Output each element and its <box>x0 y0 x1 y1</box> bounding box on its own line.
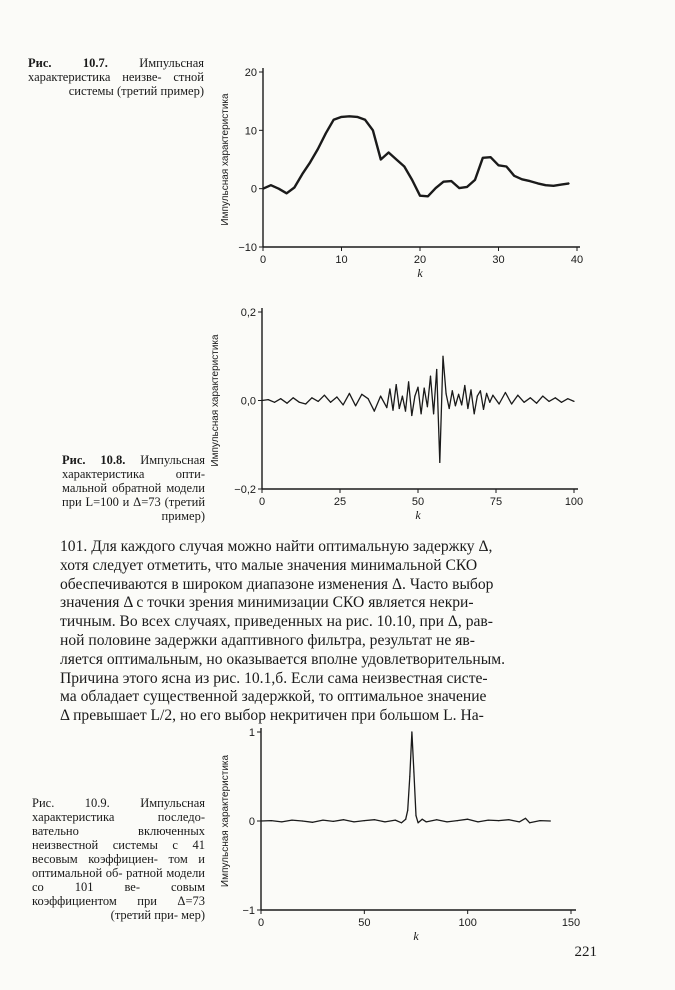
fig1-y-tick-label: 10 <box>244 125 257 138</box>
fig2-data-point <box>414 396 415 397</box>
caption-line: Импульсная <box>140 796 205 810</box>
fig1-data-point <box>490 157 491 158</box>
fig2-data-point <box>336 396 337 397</box>
fig1-data-point <box>459 188 460 189</box>
figure-10-9-caption <box>32 796 205 922</box>
fig1-data-point <box>396 159 397 160</box>
fig2-y-label: Импульсная характеристика <box>210 334 221 467</box>
fig2-data-point <box>361 394 362 395</box>
fig1-data-point <box>294 187 295 188</box>
fig3-data-point <box>322 820 323 821</box>
fig2-data-point <box>324 395 325 396</box>
fig3-data-point <box>508 819 509 820</box>
fig2-data-point <box>555 397 556 398</box>
fig1-data-point <box>357 116 358 117</box>
fig3-x-tick-label: 50 <box>358 917 371 929</box>
fig1-data-point <box>286 193 287 194</box>
fig3-series-line <box>261 732 550 823</box>
fig1-y-tick-label: 20 <box>244 67 257 79</box>
fig3-data-point <box>409 776 410 777</box>
fig1-y-tick-label: 0 <box>250 183 257 196</box>
fig1-data-point <box>341 116 342 117</box>
paragraph-line: Причина этого ясна из рис. 10.1,б. Если сама неизвестная систе- <box>60 669 488 687</box>
fig2-data-point <box>311 397 312 398</box>
fig1-data-point <box>404 166 405 167</box>
caption-line: ратной модели со 101 ве- <box>32 866 205 894</box>
fig2-data-point <box>436 369 437 370</box>
fig1-data-point <box>569 183 570 184</box>
fig1-data-point <box>349 116 350 117</box>
caption-line: пример) <box>160 84 204 98</box>
fig2-data-point <box>530 397 531 398</box>
fig2-data-point <box>458 394 459 395</box>
figure-10-9-caption-number: Рис. 10.9. <box>32 796 110 810</box>
fig3-data-point <box>302 820 303 821</box>
fig1-y-tick-label: −10 <box>238 242 257 254</box>
fig2-data-point <box>536 403 537 404</box>
fig2-data-point <box>274 402 275 403</box>
fig2-series-line <box>262 356 574 462</box>
fig2-data-point <box>349 393 350 394</box>
fig1-data-point <box>427 196 428 197</box>
fig2-data-point <box>299 402 300 403</box>
fig2-data-point <box>474 413 475 414</box>
paragraph-line: ма обладает существенной задержкой, то оптимальное значение <box>60 688 487 706</box>
paragraph-line: ляется оптимальным, но оказывается вполне удовлетворительным. <box>60 650 505 668</box>
fig2-data-point <box>449 408 450 409</box>
caption-line: стной системы (третий <box>68 70 204 98</box>
paragraph-line: ной половине задержки адаптивного фильтра, результат не яв- <box>60 631 475 649</box>
fig1-data-point <box>262 188 263 189</box>
fig1-x-tick-label: 0 <box>259 254 267 266</box>
fig3-data-point <box>498 820 499 821</box>
fig2-data-point <box>505 392 506 393</box>
fig3-data-point <box>550 820 551 821</box>
fig1-data-point <box>537 183 538 184</box>
fig1-data-point <box>310 162 311 163</box>
fig2-data-point <box>402 396 403 397</box>
fig3-data-point <box>488 820 489 821</box>
fig1-y-label: Импульсная характеристика <box>220 93 231 226</box>
fig2-data-point <box>461 404 462 405</box>
fig1-x-tick-label: 40 <box>570 254 584 266</box>
fig3-y-tick-label: −1 <box>242 905 255 917</box>
fig2-data-point <box>380 396 381 397</box>
body-paragraph <box>60 538 600 726</box>
fig2-data-point <box>424 388 425 389</box>
fig2-data-point <box>261 400 262 401</box>
caption-line: Импульсная <box>139 56 205 70</box>
fig3-data-point <box>407 810 408 811</box>
fig2-data-point <box>489 402 490 403</box>
fig2-x-tick-label: 100 <box>564 496 584 508</box>
fig2-y-tick-label: 0,2 <box>240 307 256 319</box>
fig3-data-point <box>477 821 478 822</box>
caption-line: Импульсная <box>140 453 206 467</box>
fig1-data-point <box>561 184 562 185</box>
fig1-data-point <box>451 181 452 182</box>
fig2-data-point <box>573 401 574 402</box>
fig1-data-point <box>521 179 522 180</box>
fig1-data-point <box>278 188 279 189</box>
fig2-y-tick-label: −0,2 <box>234 484 256 496</box>
fig2-data-point <box>405 411 406 412</box>
fig2-data-point <box>499 403 500 404</box>
caption-line: совым коэффициентом <box>32 880 205 908</box>
figure-10-8-caption <box>62 453 205 523</box>
fig2-data-point <box>446 393 447 394</box>
fig2-data-point <box>386 407 387 408</box>
fig1-data-point <box>443 181 444 182</box>
caption-line: характеристика опти- <box>62 467 205 481</box>
fig2-data-point <box>433 413 434 414</box>
fig3-data-point <box>413 771 414 772</box>
fig1-data-point <box>325 133 326 134</box>
fig2-data-point <box>293 397 294 398</box>
fig1-data-point <box>482 157 483 158</box>
caption-line: при Δ=73 (третий при- <box>110 894 206 922</box>
fig1-data-point <box>529 181 530 182</box>
fig1-data-point <box>506 166 507 167</box>
fig2-data-point <box>392 410 393 411</box>
caption-line: характеристика последо- <box>32 810 205 824</box>
fig2-x-tick-label: 0 <box>258 496 266 508</box>
fig2-data-point <box>368 398 369 399</box>
fig3-data-point <box>333 821 334 822</box>
fig3-x-tick-label: 0 <box>257 917 265 929</box>
fig3-data-point <box>467 819 468 820</box>
fig3-data-point <box>426 821 427 822</box>
fig2-data-point <box>330 402 331 403</box>
fig2-data-point <box>452 390 453 391</box>
fig3-data-point <box>405 819 406 820</box>
fig1-data-point <box>380 159 381 160</box>
fig3-data-point <box>395 820 396 821</box>
fig3-data-point <box>353 821 354 822</box>
fig2-data-point <box>477 396 478 397</box>
fig1-data-point <box>474 179 475 180</box>
fig2-data-point <box>567 398 568 399</box>
fig3-data-point <box>539 820 540 821</box>
figure-10-7-caption-number: Рис. 10.7. <box>28 56 108 70</box>
fig2-data-point <box>430 376 431 377</box>
page-number: 221 <box>574 944 597 960</box>
fig3-data-point <box>529 822 530 823</box>
fig3-data-point <box>291 820 292 821</box>
fig1-data-point <box>317 148 318 149</box>
fig1-x-tick-label: 30 <box>492 254 505 266</box>
fig2-data-point <box>470 389 471 390</box>
fig2-data-point <box>305 403 306 404</box>
fig1-data-point <box>498 165 499 166</box>
fig1-series-line <box>263 116 569 196</box>
fig1-data-point <box>333 119 334 120</box>
fig2-data-point <box>421 413 422 414</box>
fig2-x-tick-label: 75 <box>489 496 503 508</box>
fig1-data-point <box>372 130 373 131</box>
fig2-data-point <box>427 406 428 407</box>
fig3-data-point <box>411 731 412 732</box>
paragraph-line: хотя следует отметить, что малые значения минимальной СКО <box>60 556 478 574</box>
fig3-y-label: Импульсная характеристика <box>220 754 231 888</box>
fig3-x-label: k <box>413 929 419 943</box>
caption-line: вательно включенных <box>32 824 205 838</box>
fig2-data-point <box>417 387 418 388</box>
fig3-data-point <box>446 821 447 822</box>
caption-line: мальной обратной модели <box>62 481 205 495</box>
fig2-data-point <box>455 405 456 406</box>
fig1-data-point <box>419 195 420 196</box>
fig2-data-point <box>561 402 562 403</box>
fig3-data-point <box>457 820 458 821</box>
fig2-data-point <box>396 384 397 385</box>
fig3-y-tick-label: 0 <box>248 816 255 828</box>
fig1-x-label: k <box>417 266 423 280</box>
fig2-x-tick-label: 25 <box>333 496 347 508</box>
fig2-y-tick-label: 0,0 <box>240 395 256 408</box>
fig3-data-point <box>364 820 365 821</box>
figure-10-8-caption-number: Рис. 10.8. <box>62 453 126 467</box>
fig2-x-tick-label: 50 <box>411 496 425 508</box>
paragraph-line: значения Δ с точки зрения минимизации СКО является некри- <box>60 594 474 612</box>
fig3-data-point <box>281 821 282 822</box>
fig2-x-label: k <box>415 508 421 522</box>
paragraph-line: тичным. Во всех случаях, приведенных на рис. 10.10, при Δ, рав- <box>60 613 493 631</box>
fig1-data-point <box>545 185 546 186</box>
fig2-data-point <box>542 396 543 397</box>
fig2-data-point <box>343 404 344 405</box>
fig1-data-point <box>435 188 436 189</box>
fig2-data-point <box>389 388 390 389</box>
fig1-data-point <box>412 179 413 180</box>
fig2-data-point <box>268 399 269 400</box>
fig2-data-point <box>286 403 287 404</box>
fig2-data-point <box>524 402 525 403</box>
fig2-data-point <box>480 390 481 391</box>
paragraph-line: 101. Для каждого случая можно найти оптимальную задержку Δ, <box>60 538 493 555</box>
caption-line: том и оптимальной об- <box>32 852 205 880</box>
caption-line: мер) <box>181 908 205 922</box>
fig3-data-point <box>422 819 423 820</box>
fig3-data-point <box>260 820 261 821</box>
fig2-data-point <box>374 411 375 412</box>
fig2-data-point <box>486 393 487 394</box>
fig2-data-point <box>464 385 465 386</box>
fig2-data-point <box>483 409 484 410</box>
fig2-data-point <box>408 381 409 382</box>
fig3-data-point <box>436 819 437 820</box>
fig2-data-point <box>318 401 319 402</box>
fig3-y-tick-label: 1 <box>248 727 255 739</box>
fig2-data-point <box>280 398 281 399</box>
fig1-data-point <box>467 186 468 187</box>
fig3-data-point <box>312 822 313 823</box>
fig2-data-point <box>517 395 518 396</box>
fig1-data-point <box>302 174 303 175</box>
caption-line: (третий пример) <box>161 495 206 523</box>
fig1-data-point <box>365 119 366 120</box>
fig2-data-point <box>442 356 443 357</box>
caption-line: при L=100 и Δ=73 <box>62 495 161 509</box>
fig3-data-point <box>401 822 402 823</box>
fig1-x-tick-label: 10 <box>335 254 348 266</box>
fig2-data-point <box>439 462 440 463</box>
paragraph-line: Δ превышает L/2, но его выбор некритичен при большом L. На- <box>60 707 484 725</box>
fig1-data-point <box>270 185 271 186</box>
fig2-data-point <box>399 408 400 409</box>
paragraph-line: обеспечиваются в широком диапазоне изменения Δ. Часто выбор <box>60 575 494 593</box>
fig1-data-point <box>388 152 389 153</box>
fig2-data-point <box>492 395 493 396</box>
fig1-data-point <box>553 185 554 186</box>
fig3-data-point <box>525 818 526 819</box>
fig3-x-tick-label: 150 <box>561 917 581 929</box>
fig3-data-point <box>343 819 344 820</box>
fig2-data-point <box>548 401 549 402</box>
fig1-data-point <box>514 175 515 176</box>
fig3-data-point <box>374 819 375 820</box>
fig3-data-point <box>519 821 520 822</box>
fig3-data-point <box>418 822 419 823</box>
fig2-data-point <box>355 405 356 406</box>
caption-line: характеристика неизве- <box>28 70 162 84</box>
fig3-data-point <box>271 820 272 821</box>
fig2-data-point <box>511 403 512 404</box>
caption-line: 41 весовым коэффициен- <box>32 838 205 866</box>
caption-line: неизвестной системы с <box>32 838 178 852</box>
fig3-data-point <box>384 821 385 822</box>
fig2-data-point <box>411 415 412 416</box>
fig3-data-point <box>415 815 416 816</box>
fig3-x-tick-label: 100 <box>458 917 477 929</box>
fig1-x-tick-label: 20 <box>413 254 427 266</box>
fig2-data-point <box>467 408 468 409</box>
